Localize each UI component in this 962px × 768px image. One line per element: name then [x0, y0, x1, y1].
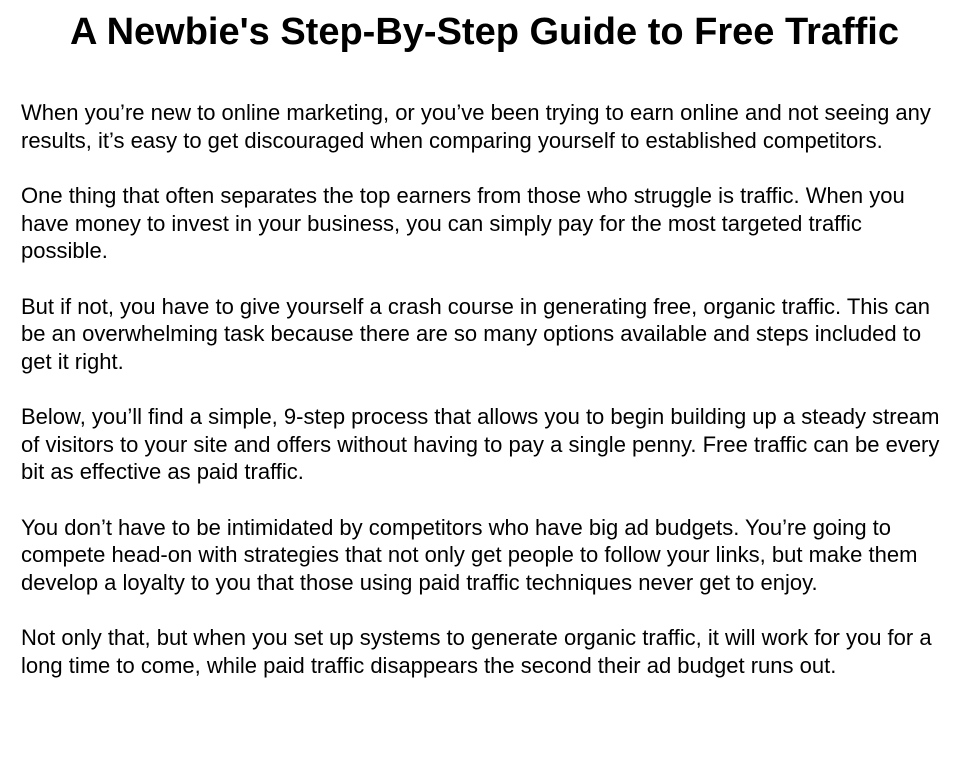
- paragraph-intro: When you’re new to online marketing, or you’ve been trying to earn online and not seeing any results, it’s easy to get discouraged when comparing yourself to established competitors.: [21, 100, 931, 153]
- document-title: A Newbie's Step-By-Step Guide to Free Traffic: [69, 11, 899, 53]
- paragraph-crash-course: But if not, you have to give yourself a crash course in generating free, organic traffic. This can be an overwhelming task because there are so many options available and steps included to get it right.: [21, 293, 931, 374]
- document-body: [21, 99, 948, 679]
- paragraph-traffic-separates: One thing that often separates the top earners from those who struggle is traffic. When you have money to invest in your business, you can simply pay for the most targeted traffic possible.: [21, 183, 905, 263]
- paragraph-competitors: You don’t have to be intimidated by competitors who have big ad budgets. You’re going to compete head-on with strategies that not only get people to follow your links, but make them develop a loyalty to you that those using paid traffic techniques never get to enjoy.: [21, 514, 918, 595]
- paragraph-nine-step-process: Below, you’ll find a simple, 9-step process that allows you to begin building up a steady stream of visitors to your site and offers without having to pay a single penny. Free traffic can be every bit as effective as paid traffic.: [21, 404, 940, 484]
- paragraph-organic-systems: Not only that, but when you set up systems to generate organic traffic, it will work for you for a long time to come, while paid traffic disappears the second their ad budget runs out.: [21, 625, 932, 678]
